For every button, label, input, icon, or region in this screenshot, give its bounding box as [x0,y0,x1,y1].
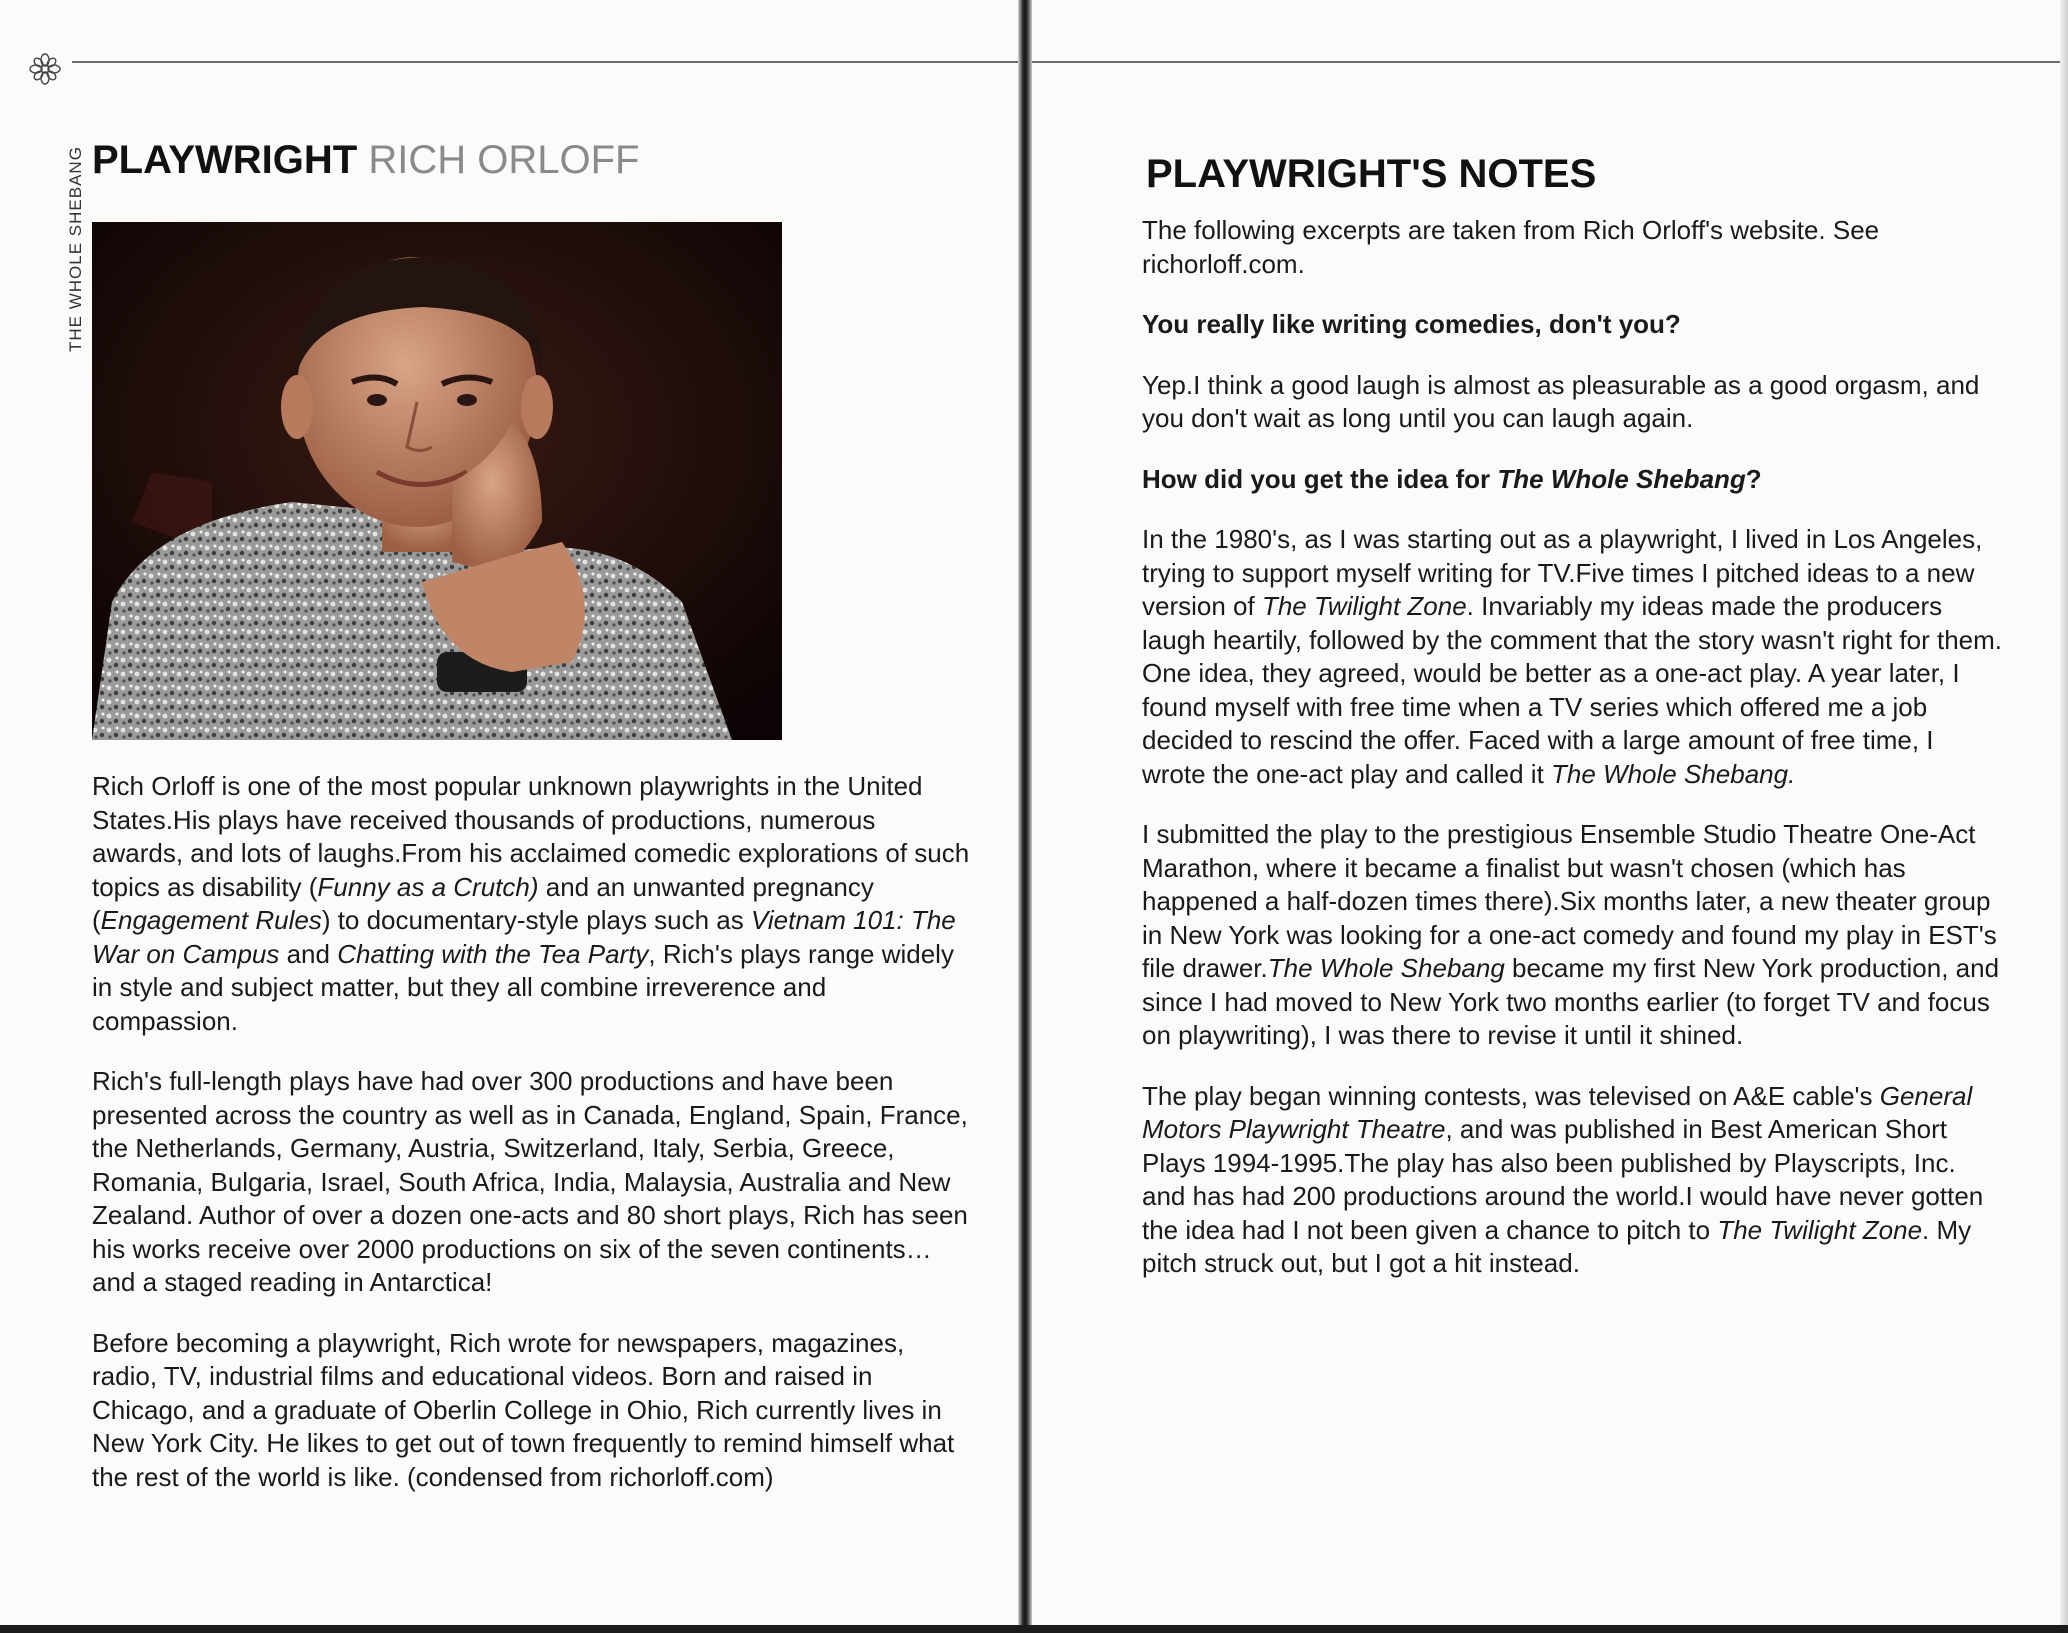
text-run: ? [1745,463,1762,494]
italic-title: The Whole Shebang. [1551,758,1796,789]
italic-title: Engagement Rules [100,905,322,935]
author-photo [92,222,782,740]
answer-paragraph [1142,1080,2002,1281]
bio-text [92,770,972,1494]
notes-title: PLAYWRIGHT'S NOTES [1146,152,1597,196]
text-run: How did you get the idea for [1142,463,1498,494]
text-run: Before becoming a playwright, Rich wrote for newspapers, magazines, radio, TV, industrial films and educational videos. Born and raised in Chicago, and a graduate of Oberlin College in Ohio, Rich currently lives in New York City. He likes to get out of town frequently to remind himself what the rest of the world is like. (condensed from richorloff.com) [92,1327,955,1492]
text-run: I submitted the play to the prestigious Ensemble Studio Theatre One-Act Marathon, where it became a finalist but wasn't chosen (which has happened a half-dozen times there).Six months later, a new theater group in New York was looking for a one-act comedy and found my play in EST's file drawer. [1142,819,1997,983]
italic-title: The Twilight Zone [1261,591,1467,621]
author-portrait-image [92,222,782,740]
text-run: In the 1980's, as I was starting out as a playwright, I lived in Los Angeles, trying to support myself writing for TV.Five times I pitched ideas to a new version of [1142,524,1983,621]
question [1142,308,2002,342]
page-title [92,138,639,183]
flower-logo-icon [28,52,62,86]
bio-paragraph [92,1327,972,1495]
notes-text [1142,214,2002,1281]
bio-paragraph [92,770,972,1038]
italic-title: Vietnam 101: The War on Campus [92,905,956,969]
text-run: became my first New York production, and since I had moved to New York two months earlier (to forget TV and focus on playwriting), I was there to revise it until it shined. [1142,953,2000,1050]
page-edge [2060,0,2068,1633]
question [1142,463,2002,497]
answer-paragraph [1142,818,2002,1053]
book-spine [1018,0,1032,1633]
text-run: , and was published in Best American Short Plays 1994-1995.The play has also been published by Playscripts, Inc. and has had 200 productions around the world.I would have never gotten the idea had I not been given a chance to pitch to [1142,1114,1984,1245]
left-page [0,0,1022,1633]
text-run: Rich's full-length plays have had over 300 productions and have been presented across the country as well as in Canada, England, Spain, France, the Netherlands, Germany, Austria, Switzerland, Italy, Serbia, Greece, Romania, Bulgaria, Israel, South Africa, India, Malaysia, Australia and New Zealand. Author of over a dozen one-acts and 80 short plays, Rich has seen his works receive over 2000 productions on six of the seven continents… and a staged reading in Antarctica! [92,1066,968,1297]
header-rule-right [1030,61,2060,63]
bottom-edge [0,1625,2068,1633]
italic-title: The Twilight Zone [1717,1214,1923,1245]
text-run: and [279,938,338,969]
text-run: . Invariably my ideas made the producers laugh heartily, followed by the comment that the story wasn't right for them. One idea, they agreed, would be better as a one-act play. A year later, I found myself with free time when a TV series which offered me a job decided to rescind the offer. Faced with a large amount of free time, I wrote the one-act play and called it [1142,591,2003,789]
text-run: , Rich's plays range widely in style and subject matter, but they all combine irreverence and compassion. [92,938,954,1036]
right-page [1030,0,2068,1633]
text-run: and an unwanted pregnancy ( [92,871,874,935]
side-tag-text: THE WHOLE SHEBANG [66,146,85,352]
italic-title: The Whole Shebang [1497,463,1746,494]
text-run: The play began winning contests, was televised on A&E cable's [1142,1080,1880,1111]
italic-title: General Motors Playwright Theatre [1142,1080,1973,1144]
text-run: Rich Orloff is one of the most popular unknown playwrights in the United States.His plays have received thousands of productions, numerous awards, and lots of laughs.From his acclaimed comedic explorations of such topics as disability ( [92,771,970,902]
answer-paragraph [1142,369,2002,436]
italic-title: Chatting with the Tea Party [337,938,649,969]
side-tag [24,52,85,352]
bio-paragraph [92,1065,972,1300]
text-run: The following excerpts are taken from Rich Orloff's website. See richorloff.com. [1142,215,1880,279]
title-name: RICH ORLOFF [368,138,640,182]
text-run: . My pitch struck out, but I got a hit instead. [1142,1214,1972,1278]
text-run: You really like writing comedies, don't you? [1142,309,1681,339]
text-run: ) to documentary-style plays such as [321,905,751,935]
italic-title: Funny as a Crutch) [317,871,539,902]
title-bold: PLAYWRIGHT [92,138,358,182]
italic-title: The Whole Shebang [1267,953,1505,983]
answer-paragraph [1142,214,2002,281]
text-run: Yep.I think a good laugh is almost as pleasurable as a good orgasm, and you don't wait as long until you can laugh again. [1142,369,1980,433]
header-rule [72,61,1018,63]
answer-paragraph [1142,523,2002,791]
